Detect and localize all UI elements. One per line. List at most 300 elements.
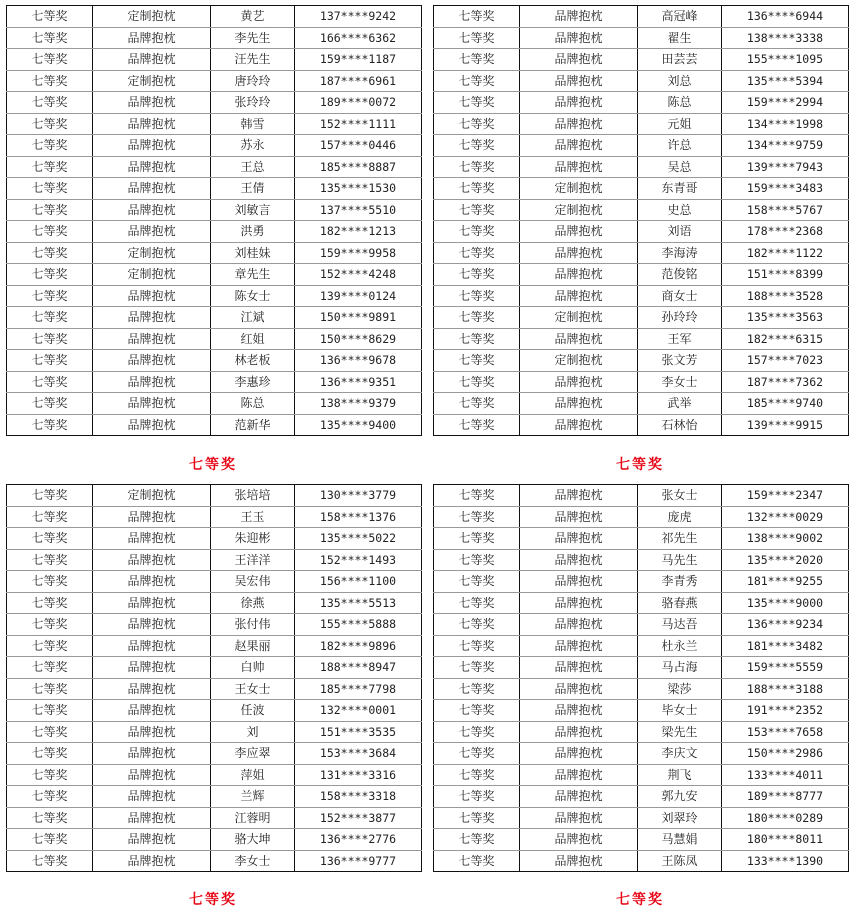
prize-item-cell: 品牌抱枕 <box>520 786 638 808</box>
table-row <box>434 199 849 221</box>
winner-name-cell: 田芸芸 <box>638 49 722 71</box>
table-row <box>434 657 849 679</box>
table-row <box>7 221 422 243</box>
table-row <box>7 178 422 200</box>
winner-name-cell: 许总 <box>638 135 722 157</box>
prize-level-cell: 七等奖 <box>434 506 520 528</box>
prize-item-cell: 品牌抱枕 <box>93 528 211 550</box>
prize-level-cell: 七等奖 <box>7 285 93 307</box>
prize-level-cell: 七等奖 <box>434 786 520 808</box>
prize-level-cell: 七等奖 <box>7 721 93 743</box>
prize-level-cell: 七等奖 <box>434 485 520 507</box>
prize-level-cell: 七等奖 <box>434 700 520 722</box>
prize-item-cell: 品牌抱枕 <box>520 70 638 92</box>
phone-cell: 137****5510 <box>295 199 422 221</box>
prize-item-cell: 品牌抱枕 <box>520 528 638 550</box>
table-row <box>7 528 422 550</box>
winner-name-cell: 骆春燕 <box>638 592 722 614</box>
phone-cell: 130****3779 <box>295 485 422 507</box>
phone-cell: 157****0446 <box>295 135 422 157</box>
prize-item-cell: 定制抱枕 <box>93 6 211 28</box>
prize-level-cell: 七等奖 <box>434 350 520 372</box>
table-row <box>434 678 849 700</box>
winner-name-cell: 王陈凤 <box>638 850 722 872</box>
table-row <box>7 113 422 135</box>
phone-cell: 182****1122 <box>722 242 849 264</box>
table-row <box>434 350 849 372</box>
prize-item-cell: 品牌抱枕 <box>93 199 211 221</box>
winner-name-cell: 张培培 <box>211 485 295 507</box>
prize-item-cell: 品牌抱枕 <box>520 393 638 415</box>
prize-item-cell: 品牌抱枕 <box>520 807 638 829</box>
prize-item-cell: 品牌抱枕 <box>520 328 638 350</box>
winner-name-cell: 李女士 <box>211 850 295 872</box>
table-row <box>7 571 422 593</box>
winner-name-cell: 朱迎彬 <box>211 528 295 550</box>
prize-item-cell: 品牌抱枕 <box>93 49 211 71</box>
table-row <box>434 242 849 264</box>
section-title-top-left: 七等奖 <box>189 457 237 473</box>
winner-name-cell: 刘敏言 <box>211 199 295 221</box>
winner-name-cell: 商女士 <box>638 285 722 307</box>
phone-cell: 187****7362 <box>722 371 849 393</box>
phone-cell: 132****0001 <box>295 700 422 722</box>
table-row <box>7 6 422 28</box>
prize-level-cell: 七等奖 <box>7 506 93 528</box>
prize-level-cell: 七等奖 <box>7 414 93 436</box>
prize-item-cell: 品牌抱枕 <box>93 135 211 157</box>
prize-item-cell: 定制抱枕 <box>520 178 638 200</box>
prize-level-cell: 七等奖 <box>434 92 520 114</box>
prize-level-cell: 七等奖 <box>434 721 520 743</box>
phone-cell: 180****8011 <box>722 829 849 851</box>
phone-cell: 152****1111 <box>295 113 422 135</box>
table-row <box>7 92 422 114</box>
prize-level-cell: 七等奖 <box>7 135 93 157</box>
winner-name-cell: 张文芳 <box>638 350 722 372</box>
table-row <box>7 829 422 851</box>
phone-cell: 159****5559 <box>722 657 849 679</box>
phone-cell: 135****5022 <box>295 528 422 550</box>
winner-name-cell: 任波 <box>211 700 295 722</box>
prize-level-cell: 七等奖 <box>434 414 520 436</box>
table-row <box>7 786 422 808</box>
prize-level-cell: 七等奖 <box>7 242 93 264</box>
winner-name-cell: 陈女士 <box>211 285 295 307</box>
phone-cell: 135****9000 <box>722 592 849 614</box>
prize-level-cell: 七等奖 <box>434 528 520 550</box>
prize-item-cell: 品牌抱枕 <box>520 657 638 679</box>
table-row <box>7 393 422 415</box>
winner-name-cell: 马占海 <box>638 657 722 679</box>
phone-cell: 136****9678 <box>295 350 422 372</box>
table-row <box>7 156 422 178</box>
prize-item-cell: 品牌抱枕 <box>520 850 638 872</box>
winner-name-cell: 红姐 <box>211 328 295 350</box>
phone-cell: 188****3188 <box>722 678 849 700</box>
prize-level-cell: 七等奖 <box>7 829 93 851</box>
winner-name-cell: 林老板 <box>211 350 295 372</box>
prize-level-cell: 七等奖 <box>434 307 520 329</box>
table-row <box>434 156 849 178</box>
winner-name-cell: 李庆文 <box>638 743 722 765</box>
prize-level-cell: 七等奖 <box>7 70 93 92</box>
prize-level-cell: 七等奖 <box>7 700 93 722</box>
prize-level-cell: 七等奖 <box>7 27 93 49</box>
table-row <box>434 371 849 393</box>
table-row <box>434 70 849 92</box>
prize-level-cell: 七等奖 <box>434 764 520 786</box>
prize-item-cell: 品牌抱枕 <box>93 221 211 243</box>
winner-name-cell: 高冠峰 <box>638 6 722 28</box>
winner-name-cell: 石林怡 <box>638 414 722 436</box>
table-row <box>434 528 849 550</box>
prize-item-cell: 品牌抱枕 <box>93 700 211 722</box>
phone-cell: 180****0289 <box>722 807 849 829</box>
table-row <box>434 743 849 765</box>
prize-item-cell: 品牌抱枕 <box>93 549 211 571</box>
prize-item-cell: 品牌抱枕 <box>93 113 211 135</box>
phone-cell: 150****9891 <box>295 307 422 329</box>
phone-cell: 136****9351 <box>295 371 422 393</box>
winner-name-cell: 张付伟 <box>211 614 295 636</box>
prize-item-cell: 品牌抱枕 <box>520 700 638 722</box>
phone-cell: 155****1095 <box>722 49 849 71</box>
table-row <box>7 850 422 872</box>
winner-name-cell: 王洋洋 <box>211 549 295 571</box>
winner-name-cell: 马达吾 <box>638 614 722 636</box>
table-row <box>7 678 422 700</box>
prize-level-cell: 七等奖 <box>7 328 93 350</box>
table-row <box>7 307 422 329</box>
winner-name-cell: 梁先生 <box>638 721 722 743</box>
phone-cell: 181****9255 <box>722 571 849 593</box>
prize-level-cell: 七等奖 <box>7 528 93 550</box>
prize-item-cell: 品牌抱枕 <box>93 850 211 872</box>
phone-cell: 139****7943 <box>722 156 849 178</box>
prize-level-cell: 七等奖 <box>434 371 520 393</box>
prize-item-cell: 定制抱枕 <box>520 199 638 221</box>
table-row <box>434 328 849 350</box>
table-row <box>434 592 849 614</box>
prize-item-cell: 定制抱枕 <box>520 307 638 329</box>
prize-level-cell: 七等奖 <box>434 285 520 307</box>
prize-level-cell: 七等奖 <box>434 635 520 657</box>
phone-cell: 191****2352 <box>722 700 849 722</box>
prize-level-cell: 七等奖 <box>7 614 93 636</box>
prize-level-cell: 七等奖 <box>434 614 520 636</box>
table-row <box>7 27 422 49</box>
prize-item-cell: 定制抱枕 <box>93 70 211 92</box>
table-row <box>7 199 422 221</box>
prize-item-cell: 品牌抱枕 <box>93 328 211 350</box>
table-row <box>7 414 422 436</box>
winners-table-top-right <box>433 5 849 436</box>
prize-item-cell: 品牌抱枕 <box>93 721 211 743</box>
table-row <box>434 414 849 436</box>
prize-level-cell: 七等奖 <box>7 786 93 808</box>
phone-cell: 152****1493 <box>295 549 422 571</box>
winner-name-cell: 萍姐 <box>211 764 295 786</box>
winner-name-cell: 李应翠 <box>211 743 295 765</box>
prize-item-cell: 定制抱枕 <box>520 350 638 372</box>
table-row <box>434 49 849 71</box>
prize-level-cell: 七等奖 <box>7 199 93 221</box>
prize-level-cell: 七等奖 <box>7 113 93 135</box>
prize-item-cell: 品牌抱枕 <box>93 829 211 851</box>
prize-item-cell: 品牌抱枕 <box>520 614 638 636</box>
prize-level-cell: 七等奖 <box>434 571 520 593</box>
phone-cell: 132****0029 <box>722 506 849 528</box>
winner-name-cell: 毕女士 <box>638 700 722 722</box>
prize-item-cell: 品牌抱枕 <box>520 721 638 743</box>
prize-level-cell: 七等奖 <box>7 549 93 571</box>
prize-level-cell: 七等奖 <box>7 678 93 700</box>
prize-level-cell: 七等奖 <box>7 657 93 679</box>
phone-cell: 153****3684 <box>295 743 422 765</box>
phone-cell: 135****1530 <box>295 178 422 200</box>
phone-cell: 155****5888 <box>295 614 422 636</box>
phone-cell: 185****9740 <box>722 393 849 415</box>
prize-item-cell: 品牌抱枕 <box>520 27 638 49</box>
phone-cell: 134****1998 <box>722 113 849 135</box>
prize-item-cell: 品牌抱枕 <box>520 764 638 786</box>
prize-level-cell: 七等奖 <box>434 49 520 71</box>
winner-name-cell: 孙玲玲 <box>638 307 722 329</box>
prize-level-cell: 七等奖 <box>7 635 93 657</box>
phone-cell: 188****3528 <box>722 285 849 307</box>
table-row <box>7 135 422 157</box>
winner-name-cell: 白帅 <box>211 657 295 679</box>
phone-cell: 152****3877 <box>295 807 422 829</box>
prize-item-cell: 品牌抱枕 <box>93 635 211 657</box>
table-row <box>434 393 849 415</box>
prize-level-cell: 七等奖 <box>434 829 520 851</box>
table-row <box>434 27 849 49</box>
prize-level-cell: 七等奖 <box>434 199 520 221</box>
prize-level-cell: 七等奖 <box>434 264 520 286</box>
table-row <box>434 178 849 200</box>
winner-name-cell: 荆飞 <box>638 764 722 786</box>
table-row <box>7 657 422 679</box>
prize-level-cell: 七等奖 <box>434 657 520 679</box>
winner-name-cell: 吴总 <box>638 156 722 178</box>
prize-level-cell: 七等奖 <box>434 70 520 92</box>
phone-cell: 159****2994 <box>722 92 849 114</box>
winner-name-cell: 马先生 <box>638 549 722 571</box>
winner-name-cell: 王玉 <box>211 506 295 528</box>
prize-item-cell: 定制抱枕 <box>93 264 211 286</box>
phone-cell: 131****3316 <box>295 764 422 786</box>
winner-name-cell: 祁先生 <box>638 528 722 550</box>
winner-name-cell: 史总 <box>638 199 722 221</box>
phone-cell: 133****1390 <box>722 850 849 872</box>
winner-name-cell: 张玲玲 <box>211 92 295 114</box>
phone-cell: 181****3482 <box>722 635 849 657</box>
prize-item-cell: 品牌抱枕 <box>93 307 211 329</box>
phone-cell: 157****7023 <box>722 350 849 372</box>
winner-name-cell: 武举 <box>638 393 722 415</box>
winners-table-top-left <box>6 5 422 436</box>
phone-cell: 156****1100 <box>295 571 422 593</box>
phone-cell: 159****3483 <box>722 178 849 200</box>
table-row <box>7 549 422 571</box>
winner-name-cell: 兰辉 <box>211 786 295 808</box>
prize-level-cell: 七等奖 <box>434 113 520 135</box>
phone-cell: 136****9234 <box>722 614 849 636</box>
table-row <box>7 70 422 92</box>
phone-cell: 159****9958 <box>295 242 422 264</box>
table-row <box>7 506 422 528</box>
table-row <box>434 764 849 786</box>
winner-name-cell: 赵果丽 <box>211 635 295 657</box>
prize-level-cell: 七等奖 <box>7 49 93 71</box>
prize-item-cell: 品牌抱枕 <box>93 592 211 614</box>
phone-cell: 138****3338 <box>722 27 849 49</box>
table-row <box>7 807 422 829</box>
prize-item-cell: 品牌抱枕 <box>93 571 211 593</box>
prize-item-cell: 品牌抱枕 <box>520 485 638 507</box>
prize-item-cell: 品牌抱枕 <box>520 592 638 614</box>
winners-table-bottom-right <box>433 484 849 872</box>
phone-cell: 159****1187 <box>295 49 422 71</box>
winner-name-cell: 范新华 <box>211 414 295 436</box>
prize-item-cell: 品牌抱枕 <box>520 549 638 571</box>
phone-cell: 150****8629 <box>295 328 422 350</box>
prize-item-cell: 品牌抱枕 <box>520 135 638 157</box>
prize-item-cell: 品牌抱枕 <box>93 414 211 436</box>
prize-item-cell: 品牌抱枕 <box>93 393 211 415</box>
table-row <box>434 113 849 135</box>
prize-item-cell: 品牌抱枕 <box>520 49 638 71</box>
phone-cell: 158****3318 <box>295 786 422 808</box>
winner-name-cell: 洪勇 <box>211 221 295 243</box>
prize-item-cell: 品牌抱枕 <box>520 92 638 114</box>
winner-name-cell: 陈总 <box>211 393 295 415</box>
winner-name-cell: 王女士 <box>211 678 295 700</box>
phone-cell: 135****2020 <box>722 549 849 571</box>
prize-item-cell: 品牌抱枕 <box>520 829 638 851</box>
prize-item-cell: 品牌抱枕 <box>93 657 211 679</box>
prize-item-cell: 定制抱枕 <box>93 242 211 264</box>
phone-cell: 152****4248 <box>295 264 422 286</box>
winner-name-cell: 江蓉明 <box>211 807 295 829</box>
prize-level-cell: 七等奖 <box>434 807 520 829</box>
winner-name-cell: 刘语 <box>638 221 722 243</box>
table-row <box>7 264 422 286</box>
table-row <box>7 285 422 307</box>
phone-cell: 139****9915 <box>722 414 849 436</box>
prize-level-cell: 七等奖 <box>7 592 93 614</box>
prize-level-cell: 七等奖 <box>434 27 520 49</box>
table-row <box>7 242 422 264</box>
phone-cell: 139****0124 <box>295 285 422 307</box>
table-row <box>434 721 849 743</box>
prize-level-cell: 七等奖 <box>7 371 93 393</box>
prize-item-cell: 品牌抱枕 <box>520 635 638 657</box>
winner-name-cell: 李惠珍 <box>211 371 295 393</box>
winner-name-cell: 李先生 <box>211 27 295 49</box>
winner-name-cell: 张女士 <box>638 485 722 507</box>
winner-name-cell: 汪先生 <box>211 49 295 71</box>
table-row <box>434 700 849 722</box>
phone-cell: 135****9400 <box>295 414 422 436</box>
prize-item-cell: 品牌抱枕 <box>520 571 638 593</box>
winner-name-cell: 郭九安 <box>638 786 722 808</box>
phone-cell: 158****5767 <box>722 199 849 221</box>
winner-name-cell: 李青秀 <box>638 571 722 593</box>
phone-cell: 133****4011 <box>722 764 849 786</box>
table-row <box>434 807 849 829</box>
phone-cell: 187****6961 <box>295 70 422 92</box>
winner-name-cell: 李女士 <box>638 371 722 393</box>
prize-level-cell: 七等奖 <box>434 221 520 243</box>
winner-name-cell: 刘翠玲 <box>638 807 722 829</box>
table-row <box>434 571 849 593</box>
prize-item-cell: 品牌抱枕 <box>520 113 638 135</box>
prize-item-cell: 品牌抱枕 <box>93 27 211 49</box>
winner-name-cell: 东青哥 <box>638 178 722 200</box>
phone-cell: 182****6315 <box>722 328 849 350</box>
table-row <box>434 506 849 528</box>
table-row <box>434 264 849 286</box>
winner-name-cell: 陈总 <box>638 92 722 114</box>
prize-level-cell: 七等奖 <box>7 178 93 200</box>
phone-cell: 185****8887 <box>295 156 422 178</box>
prize-item-cell: 品牌抱枕 <box>93 807 211 829</box>
winner-name-cell: 骆大坤 <box>211 829 295 851</box>
table-row <box>7 328 422 350</box>
table-row <box>434 285 849 307</box>
prize-level-cell: 七等奖 <box>7 264 93 286</box>
winner-name-cell: 王总 <box>211 156 295 178</box>
table-row <box>7 721 422 743</box>
prize-item-cell: 品牌抱枕 <box>93 678 211 700</box>
prize-item-cell: 品牌抱枕 <box>93 614 211 636</box>
winners-table-bottom-left <box>6 484 422 872</box>
phone-cell: 135****3563 <box>722 307 849 329</box>
prize-level-cell: 七等奖 <box>434 592 520 614</box>
phone-cell: 137****9242 <box>295 6 422 28</box>
phone-cell: 138****9379 <box>295 393 422 415</box>
phone-cell: 189****0072 <box>295 92 422 114</box>
phone-cell: 151****3535 <box>295 721 422 743</box>
winner-name-cell: 马慧娟 <box>638 829 722 851</box>
winner-name-cell: 唐玲玲 <box>211 70 295 92</box>
phone-cell: 182****1213 <box>295 221 422 243</box>
table-row <box>7 743 422 765</box>
prize-level-cell: 七等奖 <box>7 850 93 872</box>
phone-cell: 134****9759 <box>722 135 849 157</box>
prize-level-cell: 七等奖 <box>7 743 93 765</box>
table-row <box>7 485 422 507</box>
winner-name-cell: 杜永兰 <box>638 635 722 657</box>
table-row <box>434 135 849 157</box>
table-row <box>434 221 849 243</box>
prize-item-cell: 品牌抱枕 <box>520 6 638 28</box>
table-row <box>434 549 849 571</box>
prize-item-cell: 品牌抱枕 <box>520 156 638 178</box>
phone-cell: 178****2368 <box>722 221 849 243</box>
prize-level-cell: 七等奖 <box>434 6 520 28</box>
table-row <box>434 485 849 507</box>
table-row <box>7 350 422 372</box>
table-row <box>434 614 849 636</box>
winner-name-cell: 刘总 <box>638 70 722 92</box>
table-row <box>434 786 849 808</box>
prize-level-cell: 七等奖 <box>434 178 520 200</box>
winner-name-cell: 章先生 <box>211 264 295 286</box>
